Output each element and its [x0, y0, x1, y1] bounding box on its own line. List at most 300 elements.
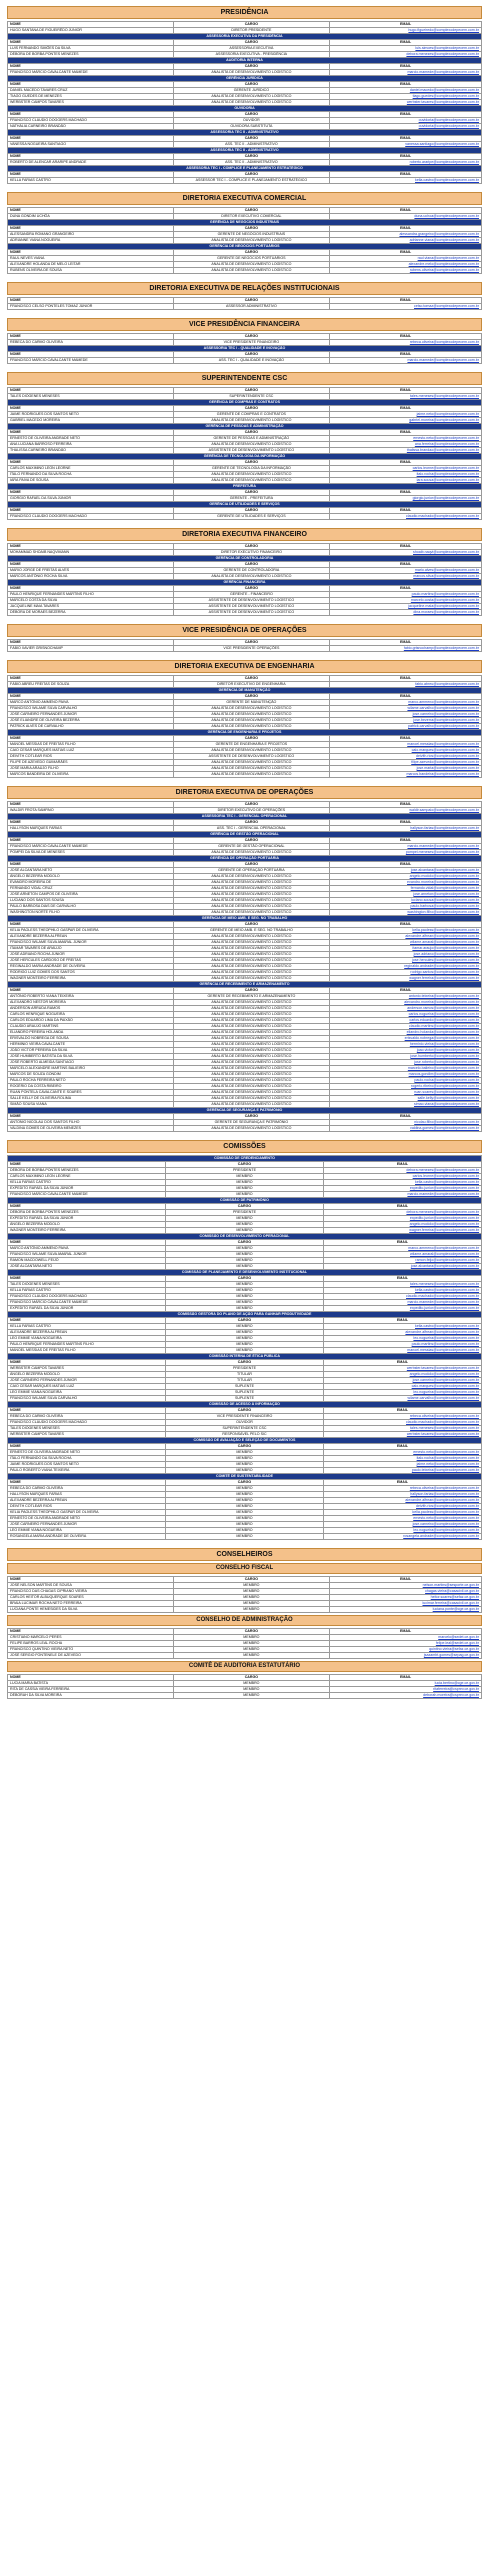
column-header-role: CARGO [173, 676, 329, 682]
person-name: CARLOS MAXIMINO LEON LEORNE [8, 1174, 166, 1180]
email-link[interactable]: eliandro.holanda@complexodepecem.com.br [406, 1030, 479, 1034]
email-link[interactable]: thalissa.brandao@complexodepecem.com.br [406, 448, 479, 452]
person-role: MEMBRO [166, 1468, 324, 1474]
email-link[interactable]: giorgio.junior@complexodepecem.com.br [412, 496, 479, 500]
email-link[interactable]: alexandre.alfrean@complexodepecem.com.br [405, 1498, 479, 1502]
person-role: MEMBRO [166, 1180, 324, 1186]
column-header-role: CARGO [173, 586, 329, 592]
person-role: GERENTE DE GESTÃO OPERACIONAL [173, 844, 329, 850]
column-header-role: CARGO [173, 250, 329, 256]
email-link[interactable]: paulo.barbosa@complexodepecem.com.br [410, 904, 479, 908]
email-link[interactable]: pompei.meneses@complexodepecem.com.br [405, 850, 479, 854]
person-role: MEMBRO [166, 1264, 324, 1270]
person-name: GIORGIO RAFAEL DA SILVA JÚNIOR [8, 496, 174, 502]
person-role: ASSISTENTE DE DESENVOLVIMENTO LOGÍSTICO [173, 610, 329, 616]
person-name: FRANCISCO WILAME SILVA AMARAL JÚNIOR [8, 940, 174, 946]
column-header-name: NOME [8, 1675, 174, 1681]
unit-band-label: COMISSÃO GESTORA DO PLANO DE AÇÃO PARA GANHAR PRODUTIVIDADE [8, 1312, 482, 1318]
email-link[interactable]: iara.sousa@complexodepecem.com.br [416, 478, 479, 482]
email-link[interactable]: marcio.mamede@complexodepecem.com.br [407, 1300, 479, 1304]
email-link[interactable]: wagner.ferreira@complexodepecem.com.br [409, 1228, 479, 1232]
person-name: WALDIR FROTA SAMPAIO [8, 808, 174, 814]
email-link[interactable]: daniel.macedo@complexodepecem.com.br [409, 88, 479, 92]
person-name: REBECA DO CARMO OLIVEIRA [8, 1486, 166, 1492]
person-name: GABRIEL MACEDO MOREIRA [8, 418, 174, 424]
person-role: MEMBRO [166, 1348, 324, 1354]
email-link[interactable]: ramon.feijo@complexodepecem.com.br [415, 1258, 479, 1262]
column-header-email: EMAIL [330, 154, 482, 160]
column-header-email: EMAIL [330, 172, 482, 178]
email-link[interactable]: wilame.amaral@complexodepecem.com.br [410, 1252, 479, 1256]
email-link[interactable]: kelia.paoless@complexodepecem.com.br [412, 1510, 479, 1514]
person-name: POMPEI DA SILVA DE MENESES [8, 850, 174, 856]
email-link[interactable]: rebeca.oliveira@complexodepecem.com.br [409, 1414, 479, 1418]
email-link[interactable]: angelo.modolo@complexodepecem.com.br [409, 874, 479, 878]
column-header-role: CARGO [166, 1276, 324, 1282]
column-header-name: NOME [8, 1162, 166, 1168]
email-link[interactable]: alexandro.moreira@complexodepecem.com.br [404, 1000, 479, 1004]
email-link[interactable]: leo.nogueira@complexodepecem.com.br [413, 1528, 479, 1532]
email-link[interactable]: vanessa.santiago@complexodepecem.com.br [405, 142, 479, 146]
email-link[interactable]: ernesto.neto@complexodepecem.com.br [413, 436, 479, 440]
email-link[interactable]: jose.arneton@complexodepecem.com.br [413, 892, 479, 896]
email-link[interactable]: marcos.bandeira@complexodepecem.com.br [406, 772, 479, 776]
email-link[interactable]: jacqueline.maia@complexodepecem.com.br [408, 604, 479, 608]
person-name: PAULO BARBOSA DIAS DE CARVALHO [8, 904, 174, 910]
email-link[interactable]: tales.meneses@complexodepecem.com.br [410, 394, 479, 398]
person-name: REGINALDO MARIA ANDRADE DE OLIVEIRA [8, 964, 174, 970]
email-link[interactable]: deborah.moreira@csprev.ce.gov.br [423, 1693, 479, 1697]
directory-document [7, 6, 482, 1699]
email-link[interactable]: waldir.sampaio@complexodepecem.com.br [409, 808, 479, 812]
person-name: TALES DIÓGENES MENESES [8, 1282, 166, 1288]
email-link[interactable]: debora.menezes@complexodepecem.com.br [406, 1168, 479, 1172]
table-row [8, 646, 482, 652]
person-name: SALLE KELLY DE OLIVEIRA ROLIMA [8, 1096, 174, 1102]
person-role: ANALISTA DE DESENVOLVIMENTO LOGÍSTICO [173, 1036, 329, 1042]
person-name: ALEXANDRE BEZERRA ALFREAN [8, 1330, 166, 1336]
email-link[interactable]: rosangela.andrade@complexodepecem.com.br [403, 1534, 479, 1538]
email-link[interactable]: claudio.martins@complexodepecem.com.br [409, 1024, 479, 1028]
email-link[interactable]: ruan.soares@complexodepecem.com.br [414, 1090, 479, 1094]
column-header-name: NOME [8, 136, 174, 142]
email-link[interactable]: expedito.junior@complexodepecem.com.br [409, 1186, 479, 1190]
person-role: MEMBRO [166, 1456, 324, 1462]
person-role: MEMBRO [173, 1589, 329, 1595]
email-link[interactable]: jaime.neto@complexodepecem.com.br [416, 1462, 479, 1466]
email-link[interactable]: hallyson.farias@complexodepecem.com.br [410, 1492, 479, 1496]
column-header-role: CARGO [173, 1629, 329, 1635]
email-link[interactable]: ritaferreira@csprev.ce.gov.br [433, 1687, 479, 1691]
email-link[interactable]: carlos.leorne@complexodepecem.com.br [412, 466, 479, 470]
email-link[interactable]: jose.bezerra@complexodepecem.com.br [413, 718, 479, 722]
column-header-email: EMAIL [324, 1480, 482, 1486]
email-link[interactable]: luciano.sousa@complexodepecem.com.br [411, 898, 479, 902]
email-link[interactable]: jose.roberto@complexodepecem.com.br [414, 1060, 479, 1064]
email-link[interactable]: raul.viana@complexodepecem.com.br [417, 256, 479, 260]
email-link[interactable]: leo.nogueira@complexodepecem.com.br [413, 1336, 479, 1340]
email-link[interactable]: marcelo.balieiro@complexodepecem.com.br [407, 1066, 479, 1070]
person-role: ANALISTA DE DESENVOLVIMENTO LOGÍSTICO [173, 964, 329, 970]
column-header-role: CARGO [166, 1444, 324, 1450]
person-role: ANALISTA DE DESENVOLVIMENTO LOGÍSTICO [173, 712, 329, 718]
person-name: ALEXANDRO NESTOR MOREIRA [8, 1000, 174, 1006]
email-link[interactable]: jose.carneiro@complexodepecem.com.br [412, 1378, 479, 1382]
column-header-role: CARGO [173, 136, 329, 142]
person-role: SUPERINTENDENTE CSC [166, 1426, 324, 1432]
section-conselheiros [7, 1548, 482, 1699]
email-link[interactable]: caio.marques@complexodepecem.com.br [411, 1384, 479, 1388]
person-name: MARCELO COSTA DA SILVA [8, 598, 174, 604]
person-name: VANESSA NOGUEIRA SANTIAGO [8, 142, 174, 148]
column-header-name: NOME [8, 1276, 166, 1282]
person-name: ALEXANDRE HOLANDA DE MELO LEITAR [8, 262, 174, 268]
email-link[interactable]: carlos.nogueira@complexodepecem.com.br [408, 1012, 479, 1016]
email-link[interactable]: rubens.oliveira@complexodepecem.com.br [409, 268, 479, 272]
email-link[interactable]: alexandre.melo@complexodepecem.com.br [408, 262, 479, 266]
unit-band-label: ASSESSORIA TEC II - ADMINISTRATIVO [8, 130, 482, 136]
email-link[interactable]: erisvaldo.nobrega@complexodepecem.com.br [404, 1036, 479, 1040]
person-name: TALES DIÓGENES MENESES [8, 394, 174, 400]
email-link[interactable]: paulo.teixeira@complexodepecem.com.br [411, 1468, 479, 1472]
person-role: ASS. TEC I - QUALIDADE E INOVAÇÃO [173, 358, 329, 364]
column-header-role: CARGO [166, 1480, 324, 1486]
email-link[interactable]: expedito.junior@complexodepecem.com.br [409, 1216, 479, 1220]
person-name: FRANCISCO CLÁUDIO DOGGERS MACHADO [8, 514, 174, 520]
email-link[interactable]: paulo.martins@complexodepecem.com.br [411, 1342, 479, 1346]
email-link[interactable]: joao.victor@complexodepecem.com.br [416, 1048, 479, 1052]
email-link[interactable]: manoel.messias@complexodepecem.com.br [407, 742, 479, 746]
email-link[interactable]: werbster.tavares@complexodepecem.com.br [406, 1366, 479, 1370]
email-link[interactable]: shoaib.naqvi@complexodepecem.com.br [413, 550, 479, 554]
email-link[interactable]: evandro.moreira@complexodepecem.com.br [407, 880, 479, 884]
email-link[interactable]: washington.filho@complexodepecem.com.br [407, 910, 479, 914]
table-row [8, 1066, 482, 1072]
person-role: ANALISTA DE DESENVOLVIMENTO LOGÍSTICO [173, 100, 329, 106]
person-name: FÁBIO ABREU FREITAS DE SOUZA [8, 682, 174, 688]
email-link[interactable]: leo.nogueira@complexodepecem.com.br [413, 1390, 479, 1394]
person-name: TALES DIÓGENES MENESES [8, 1426, 166, 1432]
directory-table [7, 639, 482, 652]
email-link[interactable]: ernesto.neto@complexodepecem.com.br [413, 1450, 479, 1454]
person-role: ANALISTA DE DESENVOLVIMENTO LOGÍSTICO [173, 478, 329, 484]
email-link[interactable]: itamar.araujo@complexodepecem.com.br [412, 946, 479, 950]
person-name: DANIEL MACEDO TAVARES CRUZ [8, 88, 174, 94]
email-link[interactable]: deivith.rios@complexodepecem.com.br [416, 754, 479, 758]
email-link[interactable]: marcos.silva@complexodepecem.com.br [413, 574, 479, 578]
email-link[interactable]: nicolau.filho@complexodepecem.com.br [414, 1120, 479, 1124]
person-name: WERBSTER CAMPOS TAVARES [8, 1366, 166, 1372]
email-link[interactable]: gabriel.moreira@complexodepecem.com.br [409, 418, 479, 422]
email-link[interactable]: alexandre.alfrean@complexodepecem.com.br [405, 1330, 479, 1334]
email-link[interactable]: paulo.rocha@complexodepecem.com.br [414, 1078, 479, 1082]
person-name: KELLA FARIAS CASTRO [8, 1288, 166, 1294]
person-name: WERBSTER CAMPOS TAVARES [8, 100, 174, 106]
email-link[interactable]: fabio.grisnochamp@complexodepecem.com.br [403, 646, 479, 650]
email-link[interactable]: tiago.guedes@complexodepecem.com.br [412, 94, 479, 98]
person-name: JOSÉ MARIA ARAÚJO FILHO [8, 766, 174, 772]
email-link[interactable]: marcelo@sedet.ce.gov.br [438, 1635, 479, 1639]
email-link[interactable]: kella.castro@complexodepecem.com.br [415, 178, 479, 182]
person-name: PATRICK ALVES DE CARVALHO [8, 724, 174, 730]
person-role: DIRETOR EXECUTIVO DE OPERAÇÕES [173, 808, 329, 814]
table-row [8, 964, 482, 970]
email-link[interactable]: ouvidoria@complexodepecem.com.br [418, 118, 479, 122]
email-link[interactable]: marco.ammeno@complexodepecem.com.br [408, 700, 479, 704]
email-link[interactable]: dina.moraes@complexodepecem.com.br [413, 610, 479, 614]
email-link[interactable]: rebeca.oliveira@complexodepecem.com.br [409, 340, 479, 344]
column-header-email: EMAIL [330, 388, 482, 394]
person-name: ANDERSON ARRUDA RAMOS [8, 1006, 174, 1012]
person-name: JAIME RODRIGUES DOS SANTOS NETO [8, 412, 174, 418]
email-link[interactable]: claudio.machado@complexodepecem.com.br [406, 1294, 479, 1298]
email-link[interactable]: heitor.soares@sefaz.ce.gov.br [430, 1595, 479, 1599]
email-link[interactable]: wagner.ferreira@complexodepecem.com.br [409, 976, 479, 980]
person-name: RUBENS OLIVEIRA DE SOUSA [8, 268, 174, 274]
unit-band-label: COMISSÃO DE CREDENCIAMENTO [8, 1156, 482, 1162]
person-role: ANALISTA DE DESENVOLVIMENTO LOGÍSTICO [173, 1060, 329, 1066]
column-header-name: NOME [8, 1240, 166, 1246]
email-link[interactable]: paulo.martins@complexodepecem.com.br [411, 592, 479, 596]
person-role: ANALISTA DE DESENVOLVIMENTO LOGÍSTICO [173, 772, 329, 778]
email-link[interactable]: wilame.carvalho@complexodepecem.com.br [407, 1396, 479, 1400]
email-link[interactable]: marcio.mamede@complexodepecem.com.br [407, 1192, 479, 1196]
table-row [8, 1192, 482, 1198]
email-link[interactable]: jose.alcantara@complexodepecem.com.br [410, 868, 479, 872]
unit-band-label: COMITÊ DE SUSTENTABILIDADE [8, 1474, 482, 1480]
email-link[interactable]: jose.carneiro@complexodepecem.com.br [412, 712, 479, 716]
person-name: HUGO SANTANA DE FIGUEIRÊDO JÚNIOR [8, 28, 174, 34]
email-link[interactable]: quintino.vieira@sefaz.ce.gov.br [429, 1647, 479, 1651]
email-link[interactable]: valdina.gomes@complexodepecem.com.br [410, 1126, 479, 1130]
email-link[interactable]: jaime.neto@complexodepecem.com.br [416, 412, 479, 416]
person-role: MEMBRO [166, 1216, 324, 1222]
email-link[interactable]: celso.tomaz@complexodepecem.com.br [414, 304, 479, 308]
column-header-email: EMAIL [330, 22, 482, 28]
person-name: LUCIA MARIA BATISTA [8, 1681, 174, 1687]
column-header-role: CARGO [173, 1114, 329, 1120]
email-link[interactable]: wilame.carvalho@complexodepecem.com.br [407, 706, 479, 710]
email-link[interactable]: marcio.mamede@complexodepecem.com.br [407, 844, 479, 848]
person-name: ÂNGELO BEZERRA MODOLO [8, 1222, 166, 1228]
column-header-email: EMAIL [330, 676, 482, 682]
email-link[interactable]: marcelo.costa@complexodepecem.com.br [410, 598, 479, 602]
person-role: GERENTE DE RECEBIMENTO E ARMAZENAMENTO [173, 994, 329, 1000]
email-link[interactable]: fabio.abreu@complexodepecem.com.br [415, 682, 479, 686]
email-link[interactable]: caio.marques@complexodepecem.com.br [411, 748, 479, 752]
email-link[interactable]: jose.maria@complexodepecem.com.br [416, 766, 479, 770]
column-header-name: NOME [8, 562, 174, 568]
person-role: GERENTE - FINANCEIRO [173, 592, 329, 598]
person-name: CAIO CESAR MARQUES MATIAS LUIZ [8, 1384, 166, 1390]
email-link[interactable]: italo.rocha@complexodepecem.com.br [416, 472, 479, 476]
person-name: MARCELO ALEXANDRE MARTINS BALIEIRO [8, 1066, 174, 1072]
email-link[interactable]: rodrigo.santos@complexodepecem.com.br [410, 970, 479, 974]
email-link[interactable]: jose.adriano@complexodepecem.com.br [413, 952, 479, 956]
column-header-name: NOME [8, 406, 174, 412]
email-link[interactable]: alexandre.alfrean@complexodepecem.com.br [405, 934, 479, 938]
column-header-role: CARGO [173, 226, 329, 232]
email-link[interactable]: kella.castro@complexodepecem.com.br [415, 1288, 479, 1292]
section-title: COMISSÕES [7, 1140, 482, 1153]
email-link[interactable]: salle.kelly@complexodepecem.com.br [417, 1096, 479, 1100]
email-link[interactable]: ernesto.neto@complexodepecem.com.br [413, 1516, 479, 1520]
email-link[interactable]: jsazambt.gomes@sepag.ce.gov.br [423, 1653, 479, 1657]
email-link[interactable]: jose.humberto@complexodepecem.com.br [410, 1054, 479, 1058]
email-link[interactable]: kella.castro@complexodepecem.com.br [415, 1180, 479, 1184]
email-link[interactable]: anderson.ramos@complexodepecem.com.br [407, 1006, 479, 1010]
person-role: ANALISTA DE DESENVOLVIMENTO LOGÍSTICO [173, 886, 329, 892]
directory-table [7, 543, 482, 616]
unit-band-label: PREFEITURA [8, 484, 482, 490]
email-link[interactable]: fernando.vidal@complexodepecem.com.br [410, 886, 479, 890]
person-name: FRANCISCO QUINTINO VIEIRA NETO [8, 1647, 174, 1653]
column-header-role: CARGO [166, 1408, 324, 1414]
unit-band-label: GERÊNCIA DE RECEBIMENTO E ARMAZENAMENTO [8, 982, 482, 988]
email-link[interactable]: duna.uchoa@complexodepecem.com.br [414, 214, 479, 218]
person-role: ANALISTA DE DESENVOLVIMENTO LOGÍSTICO [173, 760, 329, 766]
email-link[interactable]: kella.castro@complexodepecem.com.br [415, 1324, 479, 1328]
email-link[interactable]: claudio.machado@complexodepecem.com.br [406, 514, 479, 518]
person-name: FRANCISCO MÁRCIO CAVALCANTE MAMEDE [8, 844, 174, 850]
column-header-name: NOME [8, 460, 174, 466]
person-name: LUCIANA PONTE HEMESIDES DA SILVA [8, 1607, 174, 1613]
person-name: ROSANGELA MARIA ANDRADE DE OLIVEIRA [8, 1534, 166, 1540]
email-link[interactable]: roberto.araripe@complexodepecem.com.br [409, 160, 479, 164]
column-header-role: CARGO [173, 508, 329, 514]
email-link[interactable]: angelo.modolo@complexodepecem.com.br [409, 1222, 479, 1226]
person-name: JACQUELINE MAIA TAVARES [8, 604, 174, 610]
person-name: PAULO HENRIQUE FERNANDES MARTINS FILHO [8, 592, 174, 598]
column-header-role: CARGO [173, 334, 329, 340]
person-role: ASSISTENTE DE DESENVOLVIMENTO LOGÍSTICO [173, 598, 329, 604]
person-name: MOHAMMAD SHOAIB NAQVIMANN [8, 550, 174, 556]
column-header-name: NOME [8, 838, 174, 844]
person-role: OUVIDOR [166, 1420, 324, 1426]
email-link[interactable]: hugo.figueiredo@complexodepecem.com.br [408, 28, 479, 32]
email-link[interactable]: lucimar.ferreira@casacivil.ce.gov.br [422, 1601, 479, 1605]
email-link[interactable]: carlos.leorne@complexodepecem.com.br [412, 1174, 479, 1178]
email-link[interactable]: alessandra.grangeiro@complexodepecem.com.br [399, 232, 479, 236]
email-link[interactable]: patrick.carvalho@complexodepecem.com.br [408, 724, 479, 728]
person-role: SUPERINTENDENTE CSC [173, 394, 329, 400]
person-name: FRANCISCO CELSO PONTELES TOMAZ JÚNIOR [8, 304, 174, 310]
unit-band-label: GERÊNCIA DE PESSOAS E ADMINISTRAÇÃO [8, 424, 482, 430]
person-role: MEMBRO [166, 1330, 324, 1336]
email-link[interactable]: herminio.vieira@complexodepecem.com.br [409, 1042, 479, 1046]
email-link[interactable]: marco.ammeno@complexodepecem.com.br [408, 1246, 479, 1250]
email-link[interactable]: tales.meneses@complexodepecem.com.br [410, 1282, 479, 1286]
directory-table [7, 21, 482, 184]
column-header-name: NOME [8, 1360, 166, 1366]
person-name: KELLA FARIAS CASTRO [8, 178, 174, 184]
email-link[interactable]: rogerio.ribeiro@complexodepecem.com.br [411, 1084, 479, 1088]
person-role: ASSISTENTE DE DESENVOLVIMENTO LOGÍSTICO [173, 754, 329, 760]
email-link[interactable]: antonio.teixeira@complexodepecem.com.br [408, 994, 479, 998]
column-header-name: NOME [8, 352, 174, 358]
person-role: ANALISTA DE DESENVOLVIMENTO LOGÍSTICO [173, 472, 329, 478]
email-link[interactable]: tales.meneses@complexodepecem.com.br [410, 1426, 479, 1430]
column-header-email: EMAIL [330, 1577, 482, 1583]
email-link[interactable]: reginaldo.andrade@complexodepecem.com.br [404, 964, 479, 968]
column-header-name: NOME [8, 250, 174, 256]
person-name: DÉBORAH DA SILVA MOREIRA [8, 1693, 174, 1699]
email-link[interactable]: luciana.ponte@cge.ce.gov.br [432, 1607, 479, 1611]
email-link[interactable]: debora.menezes@complexodepecem.com.br [406, 52, 479, 56]
email-link[interactable]: marcos.gondim@complexodepecem.com.br [408, 1072, 479, 1076]
email-link[interactable]: marcio.mamede@complexodepecem.com.br [407, 70, 479, 74]
person-name: ÂNGELO BEZERRA MODOLO [8, 874, 174, 880]
email-link[interactable]: jose.hercules@complexodepecem.com.br [412, 958, 479, 962]
person-name: CAIO CESAR MARQUES MATIAS LUIZ [8, 748, 174, 754]
column-header-role: CARGO [173, 40, 329, 46]
email-link[interactable]: adrianne.viana@complexodepecem.com.br [409, 238, 479, 242]
email-link[interactable]: chagas.vieira@casacivil.ce.gov.br [425, 1589, 479, 1593]
email-link[interactable]: luis.simoes@complexodepecem.com.br [415, 46, 479, 50]
column-header-role: CARGO [173, 1577, 329, 1583]
email-link[interactable]: lucia.bertino@cge.ce.gov.br [434, 1681, 479, 1685]
section [7, 282, 482, 310]
email-link[interactable]: manoel.messias@complexodepecem.com.br [407, 1348, 479, 1352]
council-title: COMITÊ DE AUDITORIA ESTATUTÁRIO [7, 1661, 482, 1672]
column-header-role: CARGO [166, 1204, 324, 1210]
column-header-email: EMAIL [330, 82, 482, 88]
email-link[interactable]: angelo.modolo@complexodepecem.com.br [409, 1372, 479, 1376]
person-name: LEO EMMIE VIANA NOGUEIRA [8, 1390, 166, 1396]
person-name: DÉBORA DE MORAES BEZERRA [8, 610, 174, 616]
email-link[interactable]: debora.menezes@complexodepecem.com.br [406, 1210, 479, 1214]
table-row [8, 268, 482, 274]
person-name: FRANCISCO WILAME SILVA CARVALHO [8, 706, 174, 712]
email-link[interactable]: claudio.machado@complexodepecem.com.br [406, 1420, 479, 1424]
email-link[interactable]: rebeca.oliveira@complexodepecem.com.br [409, 1486, 479, 1490]
column-header-email: EMAIL [330, 112, 482, 118]
column-header-email: EMAIL [330, 562, 482, 568]
email-link[interactable]: werbster.tavares@complexodepecem.com.br [406, 1432, 479, 1436]
email-link[interactable]: mario.alves@complexodepecem.com.br [414, 568, 479, 572]
column-header-role: CARGO [173, 820, 329, 826]
email-link[interactable]: ouvidoria@complexodepecem.com.br [418, 124, 479, 128]
column-header-role: CARGO [166, 1318, 324, 1324]
email-link[interactable]: felipe.leal@sedet.ce.gov.br [435, 1641, 479, 1645]
email-link[interactable]: nelson.martins@sesporte.ce.gov.br [422, 1583, 479, 1587]
person-role: MEMBRO [166, 1510, 324, 1516]
email-link[interactable]: jose.carneiro@complexodepecem.com.br [412, 1522, 479, 1526]
person-name: JOSÉ NELSON MARTINS DE SOUSA [8, 1583, 174, 1589]
person-name: ÂNGELO BEZERRA MODOLO [8, 1372, 166, 1378]
email-link[interactable]: jose.alcantara@complexodepecem.com.br [410, 1264, 479, 1268]
email-link[interactable]: italo.rocha@complexodepecem.com.br [416, 1456, 479, 1460]
email-link[interactable]: werbster.tavares@complexodepecem.com.br [406, 100, 479, 104]
email-link[interactable]: hallyson.farias@complexodepecem.com.br [410, 826, 479, 830]
email-link[interactable]: simao.viana@complexodepecem.com.br [414, 1102, 479, 1106]
email-link[interactable]: deivith.rios@complexodepecem.com.br [416, 1504, 479, 1508]
column-header-role: CARGO [173, 208, 329, 214]
email-link[interactable]: carlos.eduardo@complexodepecem.com.br [409, 1018, 479, 1022]
person-role: MEMBRO [166, 1306, 324, 1312]
person-name: PAULO ROBERTO VIANA TEIXEIRA [8, 1468, 166, 1474]
person-role: MEMBRO [173, 1607, 329, 1613]
email-link[interactable]: marcio.mamede@complexodepecem.com.br [407, 358, 479, 362]
person-name: CARLOS MAXIMINO LEON LEORNE [8, 466, 174, 472]
email-link[interactable]: ana.ferreira@complexodepecem.com.br [414, 442, 479, 446]
column-header-email: EMAIL [330, 988, 482, 994]
email-link[interactable]: expedito.junior@complexodepecem.com.br [409, 1306, 479, 1310]
column-header-email: EMAIL [330, 820, 482, 826]
email-link[interactable]: filipe.azevedo@complexodepecem.com.br [411, 760, 479, 764]
email-link[interactable]: kelia.paoless@complexodepecem.com.br [412, 928, 479, 932]
email-link[interactable]: wilame.amaral@complexodepecem.com.br [410, 940, 479, 944]
